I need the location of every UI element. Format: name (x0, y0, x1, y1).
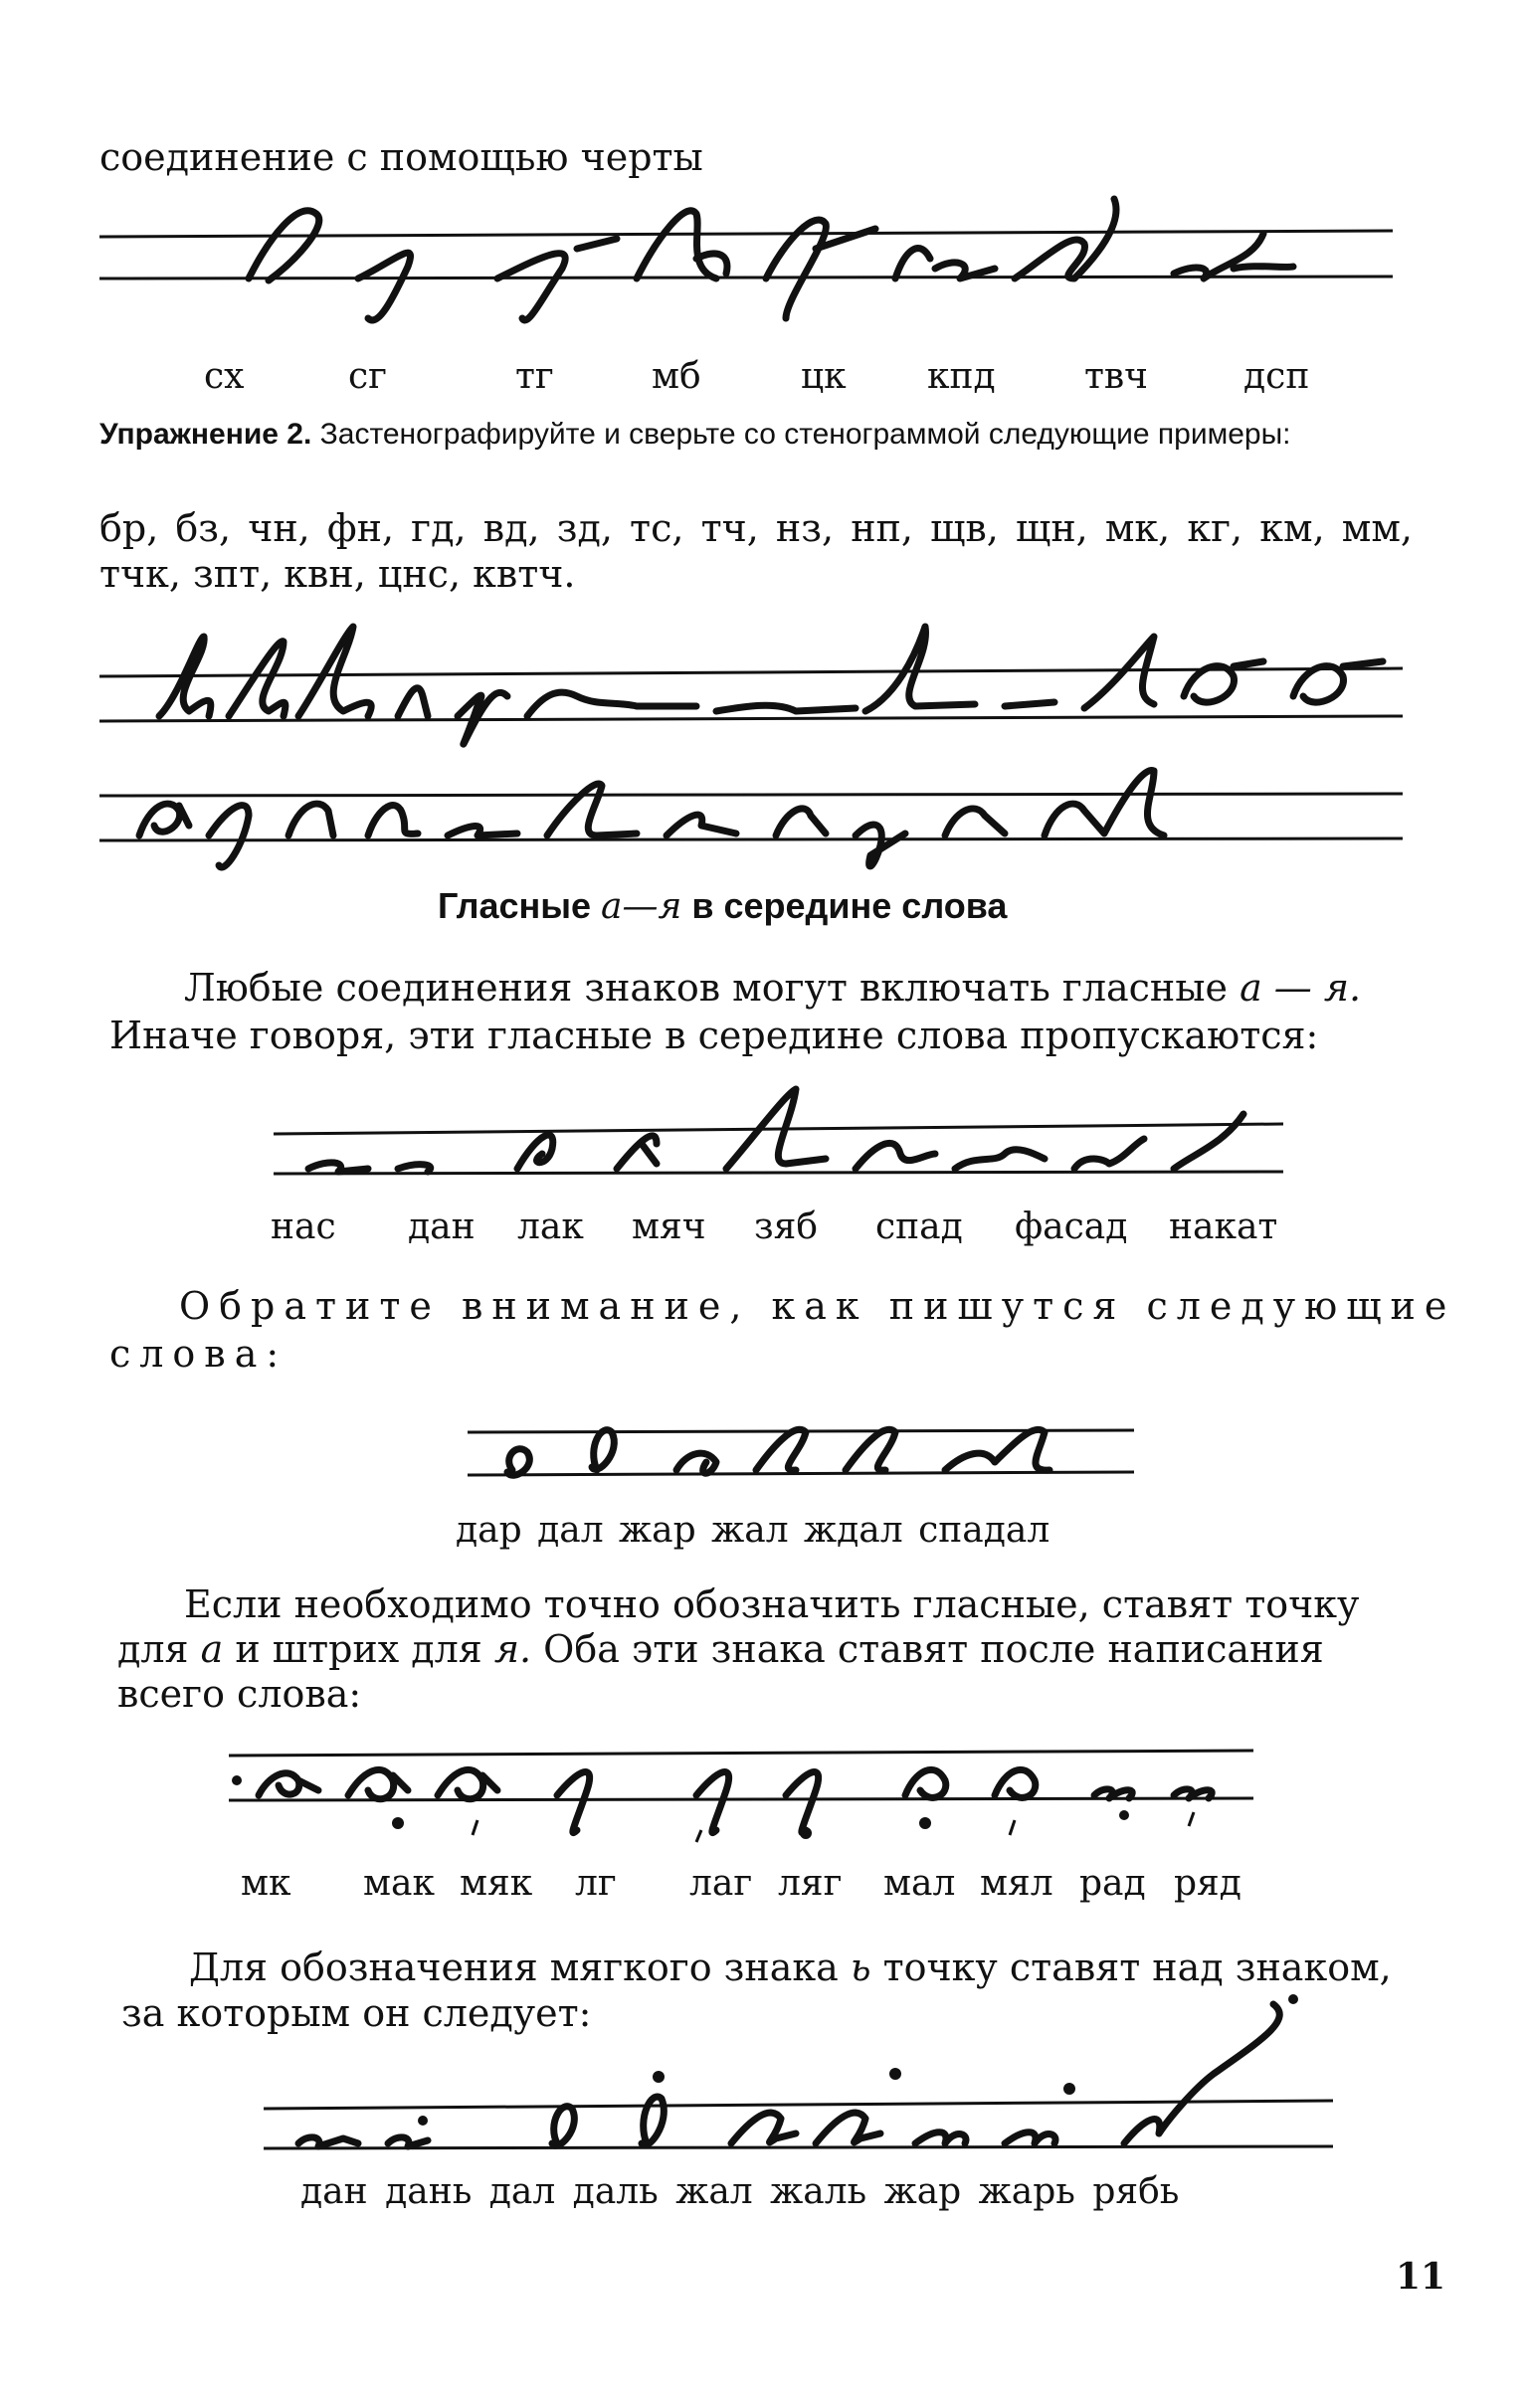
steno-figure-5 (468, 1429, 1134, 1475)
label: мак (363, 1863, 435, 1904)
label: сг (348, 356, 388, 397)
soft-sign-italic: ь (850, 1945, 871, 1989)
exercise-text (99, 416, 1413, 454)
label: накат (1169, 1206, 1278, 1247)
examples-text: бр, бз, чн, фн, гд, вд, зд, тс, тч, нз, нп, щв, щн, мк, кг, км, мм, тчк, зпт, квн, цнс, квтч. (99, 506, 1413, 596)
label: цк (801, 356, 847, 397)
steno-figure-2 (99, 627, 1403, 744)
exercise-title: Упражнение 2. (99, 418, 312, 451)
labels-row-3: дар дал жар жал ждал спадал (456, 1510, 1050, 1551)
vowels-italic: а — я. (1240, 966, 1362, 1010)
label: кпд (927, 356, 996, 397)
label: мяч (632, 1206, 706, 1247)
text: и штрих для (223, 1627, 494, 1671)
paragraph-4-line-2: за которым он следует: (121, 1991, 592, 2035)
label: зяб (754, 1206, 819, 1247)
text: точку ставят над знаком, (870, 1945, 1392, 1989)
paragraph-1-line-2: Иначе говоря, эти гласные в середине слова пропускаются: (109, 1014, 1319, 1057)
section-heading (438, 885, 1007, 927)
steno-figure-3 (99, 770, 1403, 867)
label: фасад (1015, 1206, 1128, 1247)
text: Для обозначения мягкого знака (189, 1945, 851, 1989)
label: мял (980, 1863, 1053, 1904)
label: ляг (778, 1863, 843, 1904)
labels-row-5: дан дань дал даль жал жаль жар жарь рябь (300, 2171, 1180, 2212)
steno-figure-6 (229, 1751, 1253, 1842)
paragraph-2-line-2: слова: (109, 1332, 288, 1376)
steno-figure-1 (99, 199, 1393, 320)
label: дсп (1243, 356, 1310, 397)
label: твч (1084, 356, 1148, 397)
label: лак (517, 1206, 584, 1247)
intro-text: соединение с помощью черты (99, 135, 703, 179)
heading-part: Гласные (438, 885, 602, 926)
paragraph-3-line-2 (117, 1626, 1324, 1672)
label: мал (883, 1863, 956, 1904)
paragraph-1-line-1 (184, 965, 1361, 1011)
label: мк (241, 1863, 291, 1904)
heading-vowels: а—я (601, 886, 682, 927)
label: нас (271, 1206, 336, 1247)
page-number: 11 (1396, 2256, 1446, 2298)
paragraph-2-line-1: Обратите внимание, как пишутся следующие (179, 1284, 1456, 1328)
label: мб (652, 356, 701, 397)
letter-a-italic: а (200, 1627, 224, 1671)
text: для (117, 1627, 201, 1671)
paragraph-4-line-1 (189, 1945, 1392, 1990)
label: дан (408, 1206, 476, 1247)
text: Любые соединения знаков могут включать гласные (184, 966, 1241, 1010)
label: лг (575, 1863, 617, 1904)
text: Оба эти знака ставят после написания (531, 1627, 1324, 1671)
label: тг (515, 356, 554, 397)
label: ряд (1174, 1863, 1241, 1904)
label: лаг (689, 1863, 753, 1904)
paragraph-3-line-3: всего слова: (117, 1672, 362, 1716)
label: спад (875, 1206, 963, 1247)
heading-part: в середине слова (681, 885, 1008, 926)
exercise-body: Застенографируйте и сверьте со стенограммой следующие примеры: (311, 418, 1291, 451)
paragraph-3-line-1: Если необходимо точно обозначить гласные, ставят точку (184, 1582, 1360, 1626)
letter-ya-italic: я. (493, 1627, 532, 1671)
label: мяк (460, 1863, 533, 1904)
label: сх (204, 356, 245, 397)
steno-figure-4 (274, 1089, 1283, 1174)
label: рад (1079, 1863, 1146, 1904)
